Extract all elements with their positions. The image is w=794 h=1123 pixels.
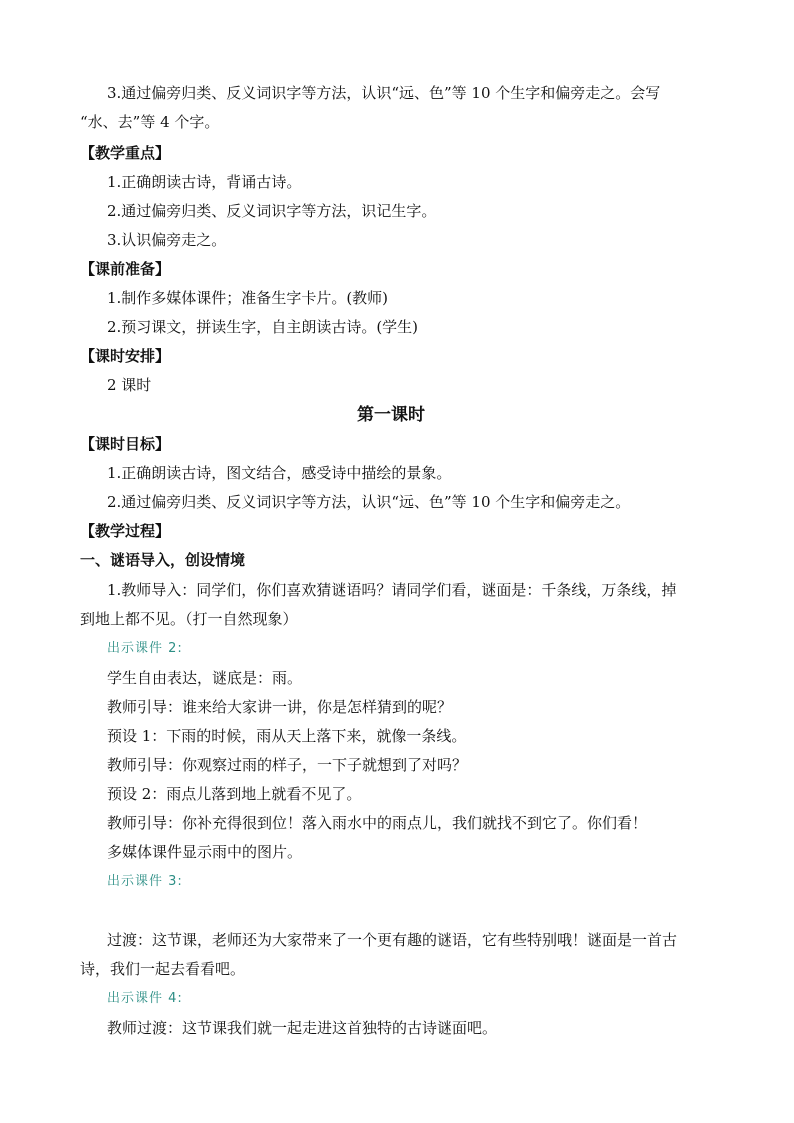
key-point-2: 2.通过偏旁归类、反义词识字等方法，识记生字。 — [107, 202, 437, 220]
transition-line-1: 过渡：这节课，老师还为大家带来了一个更有趣的谜语，它有些特别哦！谜面是一首古 — [107, 931, 678, 949]
teacher-intro-line-2: 到地上都不见。（打一自然现象） — [80, 610, 298, 628]
section-heading-lesson-goals: 【课时目标】 — [80, 435, 171, 453]
key-point-1: 1.正确朗读古诗，背诵古诗。 — [107, 173, 302, 191]
section-heading-schedule: 【课时安排】 — [80, 347, 171, 365]
schedule-value: 2 课时 — [107, 376, 152, 394]
preparation-2: 2.预习课文，拼读生字，自主朗读古诗。(学生) — [107, 318, 419, 336]
section-heading-key-points: 【教学重点】 — [80, 144, 171, 162]
key-point-3: 3.认识偏旁走之。 — [107, 231, 227, 249]
multimedia-note: 多媒体课件显示雨中的图片。 — [107, 843, 303, 861]
preset-1: 预设 1：下雨的时候，雨从天上落下来，就像一条线。 — [107, 727, 467, 745]
preset-2: 预设 2：雨点儿落到地上就看不见了。 — [107, 785, 362, 803]
section-heading-preparation: 【课前准备】 — [80, 260, 171, 278]
objective-3-line-2: “水、去”等 4 个字。 — [80, 113, 220, 131]
student-answer: 学生自由表达，谜底是：雨。 — [107, 669, 303, 687]
courseware-2-label: 出示课件 2: — [107, 641, 183, 656]
preparation-1: 1.制作多媒体课件；准备生字卡片。(教师) — [107, 289, 389, 307]
lesson-goal-2: 2.通过偏旁归类、反义词识字等方法，认识“远、色”等 10 个生字和偏旁走之。 — [107, 493, 631, 511]
section-heading-teaching-process: 【教学过程】 — [80, 522, 171, 540]
lesson-title: 第一课时 — [357, 405, 425, 425]
courseware-4-label: 出示课件 4: — [107, 991, 183, 1006]
transition-line-2: 诗，我们一起去看看吧。 — [80, 960, 246, 978]
lesson-goal-1: 1.正确朗读古诗，图文结合，感受诗中描绘的景象。 — [107, 464, 452, 482]
teacher-guide-3: 教师引导：你补充得很到位！落入雨水中的雨点儿，我们就找不到它了。你们看！ — [107, 814, 648, 832]
teacher-transition: 教师过渡：这节课我们就一起走进这首独特的古诗谜面吧。 — [107, 1019, 498, 1037]
teacher-guide-1: 教师引导：谁来给大家讲一讲，你是怎样猜到的呢？ — [107, 698, 453, 716]
objective-3-line-1: 3.通过偏旁归类、反义词识字等方法，认识“远、色”等 10 个生字和偏旁走之。会写 — [107, 84, 661, 102]
teacher-intro-line-1: 1.教师导入：同学们，你们喜欢猜谜语吗？请同学们看，谜面是：千条线，万条线，掉 — [107, 581, 677, 599]
courseware-3-label: 出示课件 3: — [107, 874, 183, 889]
subsection-heading-riddle: 一、谜语导入，创设情境 — [80, 551, 246, 569]
teacher-guide-2: 教师引导：你观察过雨的样子，一下子就想到了对吗？ — [107, 756, 468, 774]
